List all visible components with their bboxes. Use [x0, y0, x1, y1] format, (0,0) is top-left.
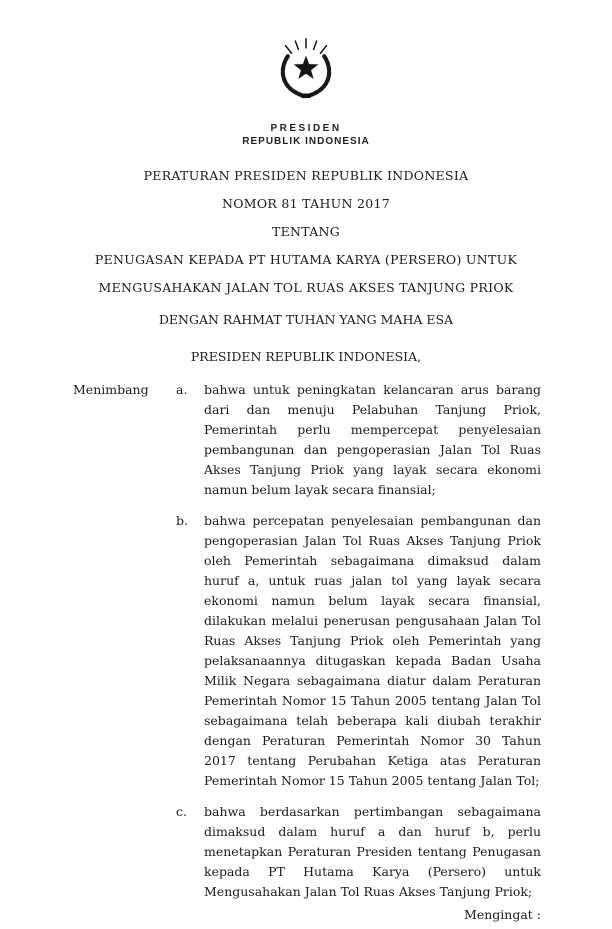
considering-label: Menimbang [73, 382, 149, 397]
regulation-subject-line2: MENGUSAHAKAN JALAN TOL RUAS AKSES TANJUNG PRIOK [98, 280, 514, 295]
item-text: bahwa untuk peningkatan kelancaran arus barang dari dan menuju Pelabuhan Tanjung Priok, Pemerintah perlu mempercepat penyelesaian pembangunan dan pengoperasian Jalan Tol Ruas Akses Tanjung Priok yang layak secara ekonomi namun belum layak secara finansial; [204, 382, 541, 497]
item-letter: c. [176, 804, 187, 819]
regulation-subject-line1: PENUGASAN KEPADA PT HUTAMA KARYA (PERSERO) UNTUK [94, 252, 518, 267]
item-text: bahwa percepatan penyelesaian pembangunan dan pengoperasian Jalan Tol Ruas Akses Tanjung Priok oleh Pemerintah sebagaimana dimaksud dalam huruf a, untuk ruas jalan tol yang layak secara ekonomi namun belum layak secara finansial, dilakukan melalui penerusan pengusahaan Jalan Tol Ruas Akses Tanjung Priok oleh Pemerintah yang pelaksanaannya ditugaskan kepada Badan Usaha Milik Negara sebagaimana diatur dalam Peraturan Pemerintah Nomor 15 Tahun 2005 tentang Jalan Tol sebagaimana telah beberapa kali diubah terakhir dengan Peraturan Pemerintah Nomor 30 Tahun 2017 tentang Perubahan Ketiga atas Peraturan Pemerintah Nomor 15 Tahun 2005 tentang Jalan Tol; [204, 513, 541, 788]
considering-section [73, 380, 541, 902]
considering-item-c [176, 802, 541, 902]
seal-container [0, 0, 612, 118]
letterhead-presiden: PRESIDEN [270, 123, 342, 134]
regulation-title: PERATURAN PRESIDEN REPUBLIK INDONESIA [143, 168, 469, 183]
title-block [0, 162, 612, 302]
invocation-line: DENGAN RAHMAT TUHAN YANG MAHA ESA [158, 312, 454, 327]
catchword-mengingat: Mengingat : [464, 907, 541, 922]
considering-items [176, 380, 541, 902]
considering-item-a [176, 380, 541, 500]
regulation-number: NOMOR 81 TAHUN 2017 [221, 196, 391, 211]
item-letter: a. [176, 382, 188, 397]
presidential-seal-icon [268, 32, 344, 114]
regulation-about-label: TENTANG [271, 224, 341, 239]
considering-item-b [176, 511, 541, 791]
item-text: bahwa berdasarkan pertimbangan sebagaimana dimaksud dalam huruf a dan huruf b, perlu menetapkan Peraturan Presiden tentang Penugasan kepada PT Hutama Karya (Persero) untuk Mengusahakan Jalan Tol Ruas Akses Tanjung Priok; [204, 804, 541, 899]
authority-line: PRESIDEN REPUBLIK INDONESIA, [190, 349, 422, 364]
item-letter: b. [176, 513, 188, 528]
letterhead [0, 123, 612, 147]
letterhead-republik-indonesia: REPUBLIK INDONESIA [242, 136, 370, 147]
